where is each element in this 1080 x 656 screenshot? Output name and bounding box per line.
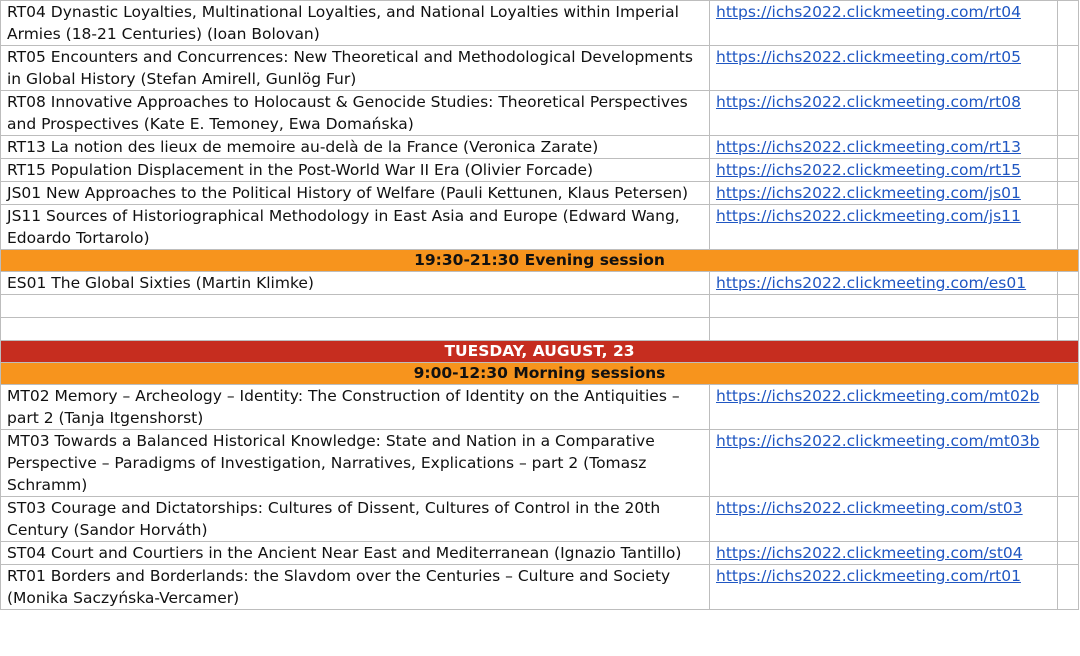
session-link[interactable]: https://ichs2022.clickmeeting.com/rt04 <box>710 1 1058 46</box>
empty-cell <box>710 318 1058 341</box>
session-link[interactable]: https://ichs2022.clickmeeting.com/js01 <box>710 182 1058 205</box>
morning-session-header-row <box>1 363 1079 385</box>
empty-row <box>1 318 1079 341</box>
table-row <box>1 565 1079 610</box>
session-title: MT02 Memory – Archeology – Identity: The Construction of Identity on the Antiquities – part 2 (Tanja Itgenshorst) <box>1 385 710 430</box>
empty-cell <box>1 318 710 341</box>
table-row <box>1 497 1079 542</box>
table-row <box>1 182 1079 205</box>
evening-session-header: 19:30-21:30 Evening session <box>1 250 1079 272</box>
evening-session-header-row <box>1 250 1079 272</box>
table-row <box>1 91 1079 136</box>
session-title: MT03 Towards a Balanced Historical Knowledge: State and Nation in a Comparative Perspective – Paradigms of Investigation, Narratives, Explications – part 2 (Tomasz Schramm) <box>1 430 710 497</box>
table-row <box>1 46 1079 91</box>
empty-cell <box>1058 430 1079 497</box>
empty-cell <box>710 295 1058 318</box>
session-link[interactable]: https://ichs2022.clickmeeting.com/rt01 <box>710 565 1058 610</box>
day-header-row <box>1 341 1079 363</box>
table-row <box>1 159 1079 182</box>
table-row <box>1 1 1079 46</box>
session-link[interactable]: https://ichs2022.clickmeeting.com/rt15 <box>710 159 1058 182</box>
session-title: RT15 Population Displacement in the Post-World War II Era (Olivier Forcade) <box>1 159 710 182</box>
session-link[interactable]: https://ichs2022.clickmeeting.com/rt05 <box>710 46 1058 91</box>
session-title: RT04 Dynastic Loyalties, Multinational Loyalties, and National Loyalties within Imperial Armies (18-21 Centuries) (Ioan Bolovan) <box>1 1 710 46</box>
session-title: ST03 Courage and Dictatorships: Cultures of Dissent, Cultures of Control in the 20th Century (Sandor Horváth) <box>1 497 710 542</box>
empty-row <box>1 295 1079 318</box>
session-title: RT01 Borders and Borderlands: the Slavdom over the Centuries – Culture and Society (Monika Saczyńska-Vercamer) <box>1 565 710 610</box>
empty-cell <box>1058 136 1079 159</box>
session-title: JS01 New Approaches to the Political History of Welfare (Pauli Kettunen, Klaus Petersen) <box>1 182 710 205</box>
table-row <box>1 430 1079 497</box>
table-row <box>1 205 1079 250</box>
session-title: ST04 Court and Courtiers in the Ancient Near East and Mediterranean (Ignazio Tantillo) <box>1 542 710 565</box>
empty-cell <box>1058 318 1079 341</box>
session-link[interactable]: https://ichs2022.clickmeeting.com/mt02b <box>710 385 1058 430</box>
table-row <box>1 385 1079 430</box>
empty-cell <box>1058 385 1079 430</box>
empty-cell <box>1058 91 1079 136</box>
session-link[interactable]: https://ichs2022.clickmeeting.com/rt08 <box>710 91 1058 136</box>
session-link[interactable]: https://ichs2022.clickmeeting.com/mt03b <box>710 430 1058 497</box>
empty-cell <box>1058 542 1079 565</box>
empty-cell <box>1058 1 1079 46</box>
empty-cell <box>1058 272 1079 295</box>
empty-cell <box>1058 205 1079 250</box>
empty-cell <box>1058 565 1079 610</box>
empty-cell <box>1058 182 1079 205</box>
session-title: RT13 La notion des lieux de memoire au-delà de la France (Veronica Zarate) <box>1 136 710 159</box>
session-title: ES01 The Global Sixties (Martin Klimke) <box>1 272 710 295</box>
morning-session-header: 9:00-12:30 Morning sessions <box>1 363 1079 385</box>
table-row <box>1 136 1079 159</box>
session-title: JS11 Sources of Historiographical Methodology in East Asia and Europe (Edward Wang, Edoardo Tortarolo) <box>1 205 710 250</box>
session-link[interactable]: https://ichs2022.clickmeeting.com/st04 <box>710 542 1058 565</box>
empty-cell <box>1058 295 1079 318</box>
empty-cell <box>1058 46 1079 91</box>
session-title: RT05 Encounters and Concurrences: New Theoretical and Methodological Developments in Global History (Stefan Amirell, Gunlög Fur) <box>1 46 710 91</box>
session-link[interactable]: https://ichs2022.clickmeeting.com/js11 <box>710 205 1058 250</box>
table-row <box>1 542 1079 565</box>
empty-cell <box>1058 497 1079 542</box>
day-header: TUESDAY, AUGUST, 23 <box>1 341 1079 363</box>
empty-cell <box>1058 159 1079 182</box>
empty-cell <box>1 295 710 318</box>
session-link[interactable]: https://ichs2022.clickmeeting.com/es01 <box>710 272 1058 295</box>
session-link[interactable]: https://ichs2022.clickmeeting.com/st03 <box>710 497 1058 542</box>
table-row <box>1 272 1079 295</box>
session-link[interactable]: https://ichs2022.clickmeeting.com/rt13 <box>710 136 1058 159</box>
session-title: RT08 Innovative Approaches to Holocaust & Genocide Studies: Theoretical Perspectives and Prospectives (Kate E. Temoney, Ewa Domańska) <box>1 91 710 136</box>
